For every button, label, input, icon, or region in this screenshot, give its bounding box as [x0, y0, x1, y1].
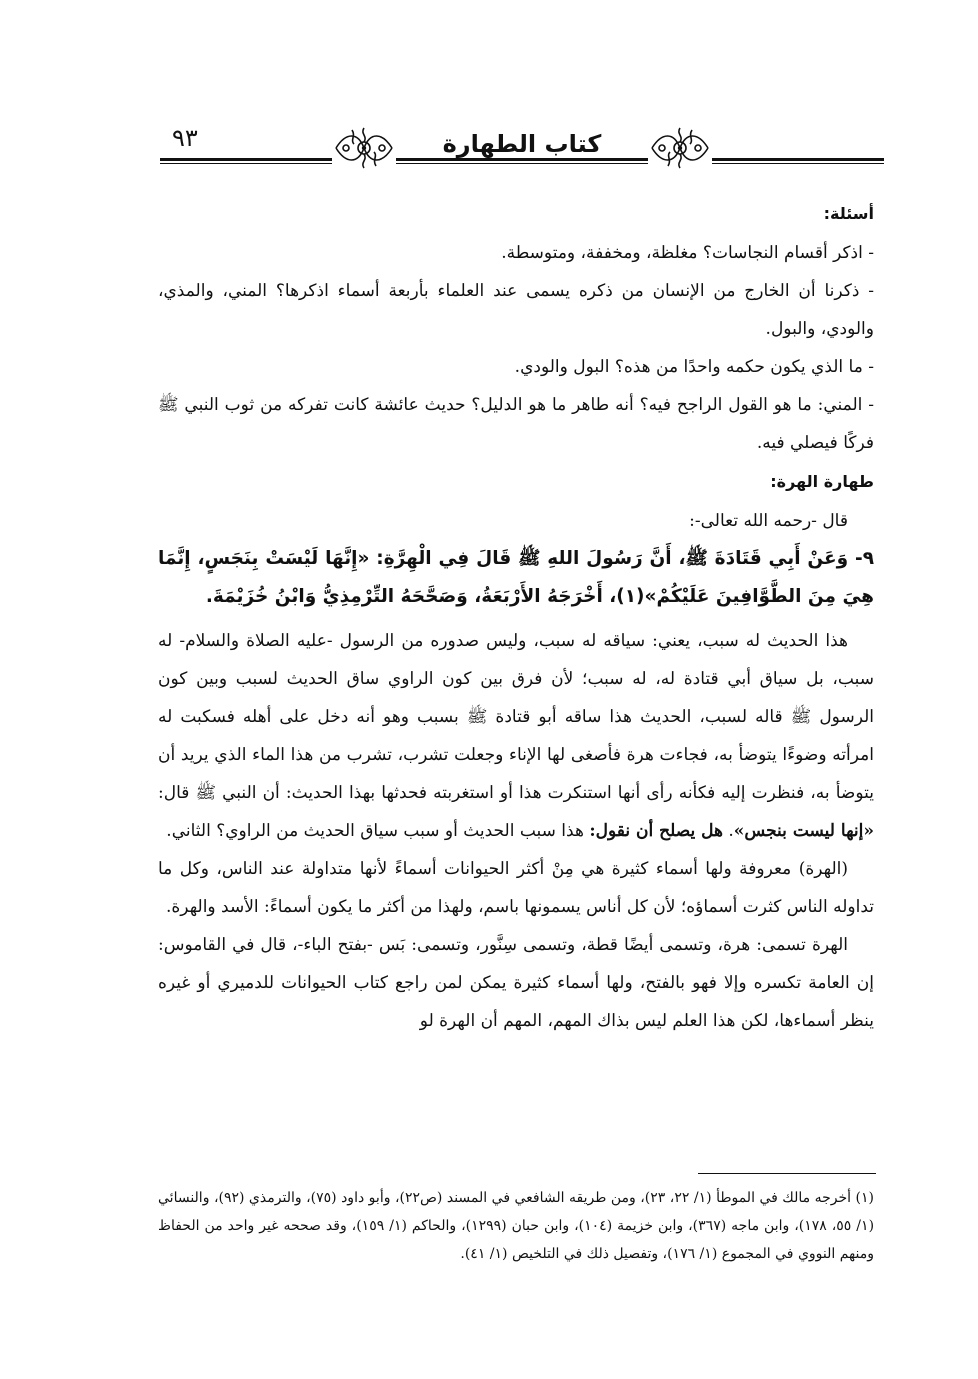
footnotes	[158, 1184, 874, 1268]
section-heading: طهارة الهرة:	[770, 472, 874, 491]
question-1: - اذكر أقسام النجاسات؟ مغلظة، ومخففة، ومتوسطة.	[501, 243, 874, 263]
page-number: ٩٣	[168, 124, 202, 152]
ornament-left-icon	[332, 122, 396, 174]
question-4: - المني: ما هو القول الراجح فيه؟ أنه طاهر ما هو الدليل؟ حديث عائشة كانت تفركه من ثوب النبي ﷺ فركًا فيصلي فيه.	[158, 395, 874, 453]
question-3: - ما الذي يكون حكمه واحدًا من هذه؟ البول والودي.	[514, 357, 874, 377]
commentary-p1-question: هل يصلح أن نقول:	[589, 821, 723, 841]
ornament-right-icon	[648, 122, 712, 174]
commentary-p1-quote: «إنها ليست بنجس»	[733, 821, 874, 841]
hadith-text: ٩- وَعَنْ أَبِي قَتَادَةَ ﷺ، أَنَّ رَسُولَ اللهِ ﷺ قَالَ فِي الْهِرَّةِ: «إِنَّهَا لَيْسَتْ بِنَجَسٍ، إِنَّمَا هِيَ مِنَ الطَّوَّافِينَ عَلَيْكُمْ»(١)، أَخْرَجَهُ الأَرْبَعَةُ، وَصَحَّحَهُ التِّرْمِذِيُّ وَابْنُ خُزَيْمَةَ.	[158, 548, 874, 607]
commentary-p1-end: هذا سبب الحديث أو سبب سياق الحديث من الراوي؟ الثاني.	[166, 821, 590, 841]
commentary-p1-start: هذا الحديث له سبب، يعني: سياقه له سبب، وليس صدوره من الرسول -عليه الصلاة والسلام- له سبب، بل سياق أبي قتادة له، له سبب؛ لأن فرق بين كون الراوي ساق الحديث لسبب وبين كون الرسول ﷺ قاله لسبب، الحديث هذا ساقه أبو قتادة ﷺ بسبب وهو أنه دخل على أهله فسكبت له امرأته وضوءًا يتوضأ به، فجاءت هرة فأصغى لها الإناء وجعلت تشرب، تشرب من هذا الماء الذي يريد أن يتوضأ به، فنظرت إليه فكأنه رأى أنها استنكرت هذا أو استغربته فحدثها بهذا الحديث: أن النبي ﷺ قال:	[158, 631, 874, 803]
book-title: كتاب الطهارة	[432, 130, 612, 158]
footnote-1: (١) أخرجه مالك في الموطأ (١/ ٢٢، ٢٣)، ومن طريقه الشافعي في المسند (ص٢٢)، وأبو داود (٧٥)، والترمذي (٩٢)، والنسائي (١/ ٥٥، ١٧٨)، وابن ماجه (٣٦٧)، وابن خزيمة (١٠٤)، وابن حبان (١٢٩٩)، والحاكم (١/ ١٥٩)، وقد صححه غير واحد من الحفاظ ومنهم النووي في المجموع (١/ ١٧٦)، وتفصيل ذلك في التلخيص (١/ ٤١).	[158, 1190, 875, 1262]
header-rule-thin	[160, 163, 884, 164]
footnote-rule	[698, 1173, 876, 1174]
author-intro: قال -رحمه الله تعالى-:	[689, 511, 848, 531]
page-header	[160, 118, 884, 180]
commentary-paragraph-2: (الهرة) معروفة ولها أسماء كثيرة هي مِنْ أكثر الحيوانات أسماءً لأنها متداولة عند الناس، وكل ما تداوله الناس كثرت أسماؤه؛ لأن كل أناس يسمونها باسم، ولهذا من أكثر ما يكون أسماءً: الأسد والهرة.	[158, 859, 874, 917]
commentary-paragraph-1	[158, 622, 874, 850]
question-2: - ذكرنا أن الخارج من الإنسان من ذكره يسمى عند العلماء بأربعة أسماء اذكرها؟ المني، والمذي، والودي، والبول.	[158, 281, 874, 339]
main-content	[158, 194, 874, 1040]
commentary-p1-mid: .	[722, 821, 734, 841]
questions-heading: أسئلة:	[823, 204, 874, 223]
commentary-paragraph-3: الهرة تسمى: هرة، وتسمى أيضًا قطة، وتسمى سِنَّور، وتسمى: بَس -بفتح الباء-، قال في القاموس: إن العامة تكسره وإلا فهو بالفتح، ولها أسماء كثيرة يمكن لمن راجع كتاب الحيوانات للدميري أو غيره ينظر أسماءها، لكن هذا العلم ليس بذاك المهم، المهم أن الهرة لو	[158, 935, 874, 1031]
header-rule	[160, 158, 884, 161]
